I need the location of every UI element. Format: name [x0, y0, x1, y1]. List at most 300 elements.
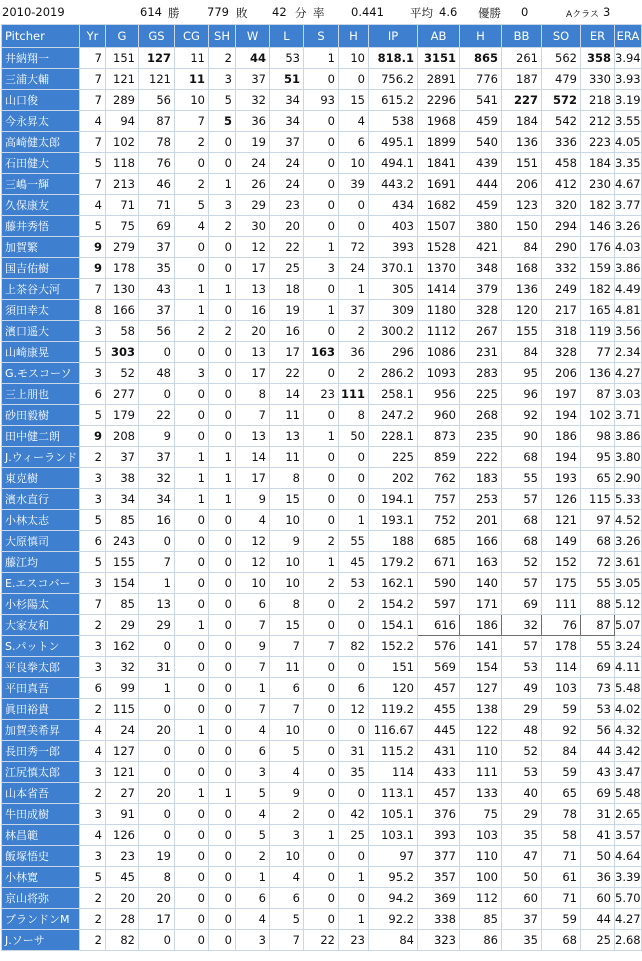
cell-w: 17 [236, 363, 270, 384]
cell-er: 115 [581, 489, 615, 510]
cell-er: 56 [581, 720, 615, 741]
cell-l: 4 [270, 762, 304, 783]
cell-so: 59 [542, 699, 581, 720]
cell-bb: 57 [502, 573, 542, 594]
cell-g: 38 [106, 468, 139, 489]
cell-h: 12 [339, 699, 369, 720]
average-label: 平均 [410, 6, 433, 20]
cell-yr: 8 [80, 300, 106, 321]
cell-pitcher-name: 平田真吾 [2, 678, 80, 699]
cell-g: 155 [106, 552, 139, 573]
cell-pitcher-name: 濱水直行 [2, 489, 80, 510]
table-row [2, 531, 642, 552]
cell-ip: 105.1 [369, 804, 418, 825]
col-header-w[interactable]: W [236, 25, 270, 48]
cell-ab: 569 [418, 657, 460, 678]
cell-g: 121 [106, 762, 139, 783]
cell-hits: 235 [460, 426, 502, 447]
cell-era: 3.86 [615, 426, 642, 447]
cell-pitcher-name: 加賀美希昇 [2, 720, 80, 741]
cell-gs: 9 [139, 426, 175, 447]
cell-yr: 2 [80, 888, 106, 909]
cell-ab: 1841 [418, 153, 460, 174]
cell-so: 194 [542, 405, 581, 426]
cell-yr: 7 [80, 90, 106, 111]
cell-g: 279 [106, 237, 139, 258]
cell-g: 303 [106, 342, 139, 363]
cell-cg: 5 [175, 195, 209, 216]
cell-yr: 2 [80, 930, 106, 951]
cell-h: 25 [339, 825, 369, 846]
cell-ip: 95.2 [369, 867, 418, 888]
cell-s: 0 [304, 783, 339, 804]
wins-value: 614 [140, 5, 162, 19]
cell-l: 53 [270, 48, 304, 69]
cell-l: 10 [270, 720, 304, 741]
cell-bb: 57 [502, 489, 542, 510]
cell-era: 2.34 [615, 342, 642, 363]
cell-ab: 1691 [418, 174, 460, 195]
cell-bb: 57 [502, 636, 542, 657]
cell-ip: 818.1 [369, 48, 418, 69]
cell-hits: 166 [460, 531, 502, 552]
cell-ab: 457 [418, 783, 460, 804]
table-body [2, 48, 642, 951]
cell-era: 4.52 [615, 510, 642, 531]
cell-era: 2.65 [615, 804, 642, 825]
cell-er: 159 [581, 258, 615, 279]
draws-label: 分 [295, 6, 307, 20]
table-row [2, 90, 642, 111]
cell-ab: 873 [418, 426, 460, 447]
a-class-label: Aクラス [566, 10, 599, 20]
cell-h: 0 [339, 489, 369, 510]
cell-era: 3.42 [615, 741, 642, 762]
cell-g: 45 [106, 867, 139, 888]
cell-era: 3.55 [615, 111, 642, 132]
col-header-g[interactable]: G [106, 25, 139, 48]
cell-bb: 151 [502, 153, 542, 174]
cell-g: 178 [106, 258, 139, 279]
cell-l: 34 [270, 111, 304, 132]
cell-gs: 0 [139, 342, 175, 363]
cell-w: 4 [236, 909, 270, 930]
cell-hits: 75 [460, 804, 502, 825]
cell-g: 82 [106, 930, 139, 951]
cell-yr: 2 [80, 615, 106, 636]
cell-era: 3.57 [615, 825, 642, 846]
cell-era: 4.05 [615, 132, 642, 153]
cell-so: 76 [542, 615, 581, 636]
cell-sh: 2 [209, 321, 236, 342]
cell-ip: 305 [369, 279, 418, 300]
col-header-h[interactable]: H [339, 25, 369, 48]
cell-s: 163 [304, 342, 339, 363]
cell-cg: 10 [175, 90, 209, 111]
cell-h: 0 [339, 783, 369, 804]
cell-ab: 377 [418, 846, 460, 867]
cell-h: 111 [339, 384, 369, 405]
cell-w: 7 [236, 699, 270, 720]
col-header-bb[interactable]: BB [502, 25, 542, 48]
table-row [2, 741, 642, 762]
table-row [2, 573, 642, 594]
cell-l: 3 [270, 825, 304, 846]
cell-gs: 69 [139, 216, 175, 237]
cell-er: 55 [581, 573, 615, 594]
cell-ip: 300.2 [369, 321, 418, 342]
table-header-row [2, 25, 642, 48]
cell-w: 37 [236, 69, 270, 90]
cell-hits: 110 [460, 741, 502, 762]
cell-cg: 1 [175, 447, 209, 468]
cell-ip: 154.2 [369, 594, 418, 615]
cell-era: 3.03 [615, 384, 642, 405]
table-row [2, 195, 642, 216]
cell-pitcher-name: 濱口遥大 [2, 321, 80, 342]
cell-ab: 455 [418, 699, 460, 720]
cell-hits: 348 [460, 258, 502, 279]
cell-so: 92 [542, 720, 581, 741]
cell-g: 130 [106, 279, 139, 300]
cell-gs: 22 [139, 405, 175, 426]
table-row [2, 69, 642, 90]
cell-gs: 0 [139, 930, 175, 951]
cell-gs: 34 [139, 489, 175, 510]
cell-w: 6 [236, 594, 270, 615]
cell-so: 178 [542, 636, 581, 657]
cell-s: 1 [304, 825, 339, 846]
cell-cg: 0 [175, 678, 209, 699]
cell-h: 42 [339, 804, 369, 825]
cell-gs: 46 [139, 174, 175, 195]
losses-label: 敗 [236, 6, 248, 20]
cell-so: 78 [542, 804, 581, 825]
cell-sh: 0 [209, 678, 236, 699]
cell-yr: 7 [80, 279, 106, 300]
cell-h: 35 [339, 762, 369, 783]
cell-bb: 29 [502, 804, 542, 825]
cell-gs: 1 [139, 573, 175, 594]
cell-era: 4.27 [615, 909, 642, 930]
cell-s: 0 [304, 657, 339, 678]
col-header-gs[interactable]: GS [139, 25, 175, 48]
cell-cg: 0 [175, 825, 209, 846]
cell-pitcher-name: 久保康友 [2, 195, 80, 216]
cell-pitcher-name: J.ウィーランド [2, 447, 80, 468]
cell-yr: 4 [80, 741, 106, 762]
cell-pitcher-name: 須田幸太 [2, 300, 80, 321]
cell-s: 0 [304, 888, 339, 909]
cell-er: 31 [581, 804, 615, 825]
cell-er: 50 [581, 846, 615, 867]
cell-er: 88 [581, 594, 615, 615]
col-header-sh[interactable]: SH [209, 25, 236, 48]
cell-ip: 296 [369, 342, 418, 363]
cell-ip: 120 [369, 678, 418, 699]
cell-s: 93 [304, 90, 339, 111]
cell-era: 5.07 [615, 615, 642, 636]
cell-era: 3.35 [615, 153, 642, 174]
cell-g: 75 [106, 216, 139, 237]
cell-ip: 495.1 [369, 132, 418, 153]
cell-ab: 2891 [418, 69, 460, 90]
cell-l: 22 [270, 363, 304, 384]
cell-gs: 0 [139, 741, 175, 762]
cell-er: 65 [581, 468, 615, 489]
cell-yr: 6 [80, 531, 106, 552]
cell-hits: 444 [460, 174, 502, 195]
cell-hits: 267 [460, 321, 502, 342]
cell-sh: 0 [209, 405, 236, 426]
cell-er: 223 [581, 132, 615, 153]
cell-l: 7 [270, 636, 304, 657]
cell-w: 5 [236, 783, 270, 804]
cell-sh: 1 [209, 783, 236, 804]
cell-g: 29 [106, 615, 139, 636]
cell-l: 11 [270, 657, 304, 678]
cell-s: 0 [304, 132, 339, 153]
cell-ip: 247.2 [369, 405, 418, 426]
cell-bb: 84 [502, 342, 542, 363]
cell-pitcher-name: 長田秀一郎 [2, 741, 80, 762]
cell-ab: 1112 [418, 321, 460, 342]
cell-gs: 32 [139, 468, 175, 489]
cell-er: 72 [581, 552, 615, 573]
cell-hits: 154 [460, 657, 502, 678]
col-header-so[interactable]: SO [542, 25, 581, 48]
cell-gs: 0 [139, 804, 175, 825]
table-row [2, 111, 642, 132]
cell-so: 249 [542, 279, 581, 300]
cell-sh: 0 [209, 552, 236, 573]
cell-gs: 20 [139, 888, 175, 909]
cell-hits: 86 [460, 930, 502, 951]
cell-h: 45 [339, 552, 369, 573]
cell-l: 34 [270, 90, 304, 111]
cell-s: 0 [304, 195, 339, 216]
cell-ab: 431 [418, 741, 460, 762]
cell-er: 182 [581, 279, 615, 300]
col-header-cg[interactable]: CG [175, 25, 209, 48]
cell-bb: 53 [502, 762, 542, 783]
cell-ab: 752 [418, 510, 460, 531]
cell-hits: 776 [460, 69, 502, 90]
cell-ab: 1899 [418, 132, 460, 153]
cell-h: 31 [339, 741, 369, 762]
cell-ab: 445 [418, 720, 460, 741]
cell-s: 22 [304, 930, 339, 951]
col-header-hits[interactable]: H [460, 25, 502, 48]
cell-h: 0 [339, 195, 369, 216]
cell-bb: 29 [502, 699, 542, 720]
cell-sh: 0 [209, 132, 236, 153]
cell-cg: 0 [175, 867, 209, 888]
cell-ip: 309 [369, 300, 418, 321]
cell-yr: 7 [80, 594, 106, 615]
cell-gs: 35 [139, 258, 175, 279]
cell-bb: 227 [502, 90, 542, 111]
cell-h: 0 [339, 468, 369, 489]
cell-so: 290 [542, 237, 581, 258]
cell-bb: 60 [502, 888, 542, 909]
cell-era: 3.19 [615, 90, 642, 111]
cell-pitcher-name: 小杉陽太 [2, 594, 80, 615]
cell-er: 176 [581, 237, 615, 258]
cell-hits: 140 [460, 573, 502, 594]
cell-bb: 68 [502, 510, 542, 531]
cell-sh: 0 [209, 867, 236, 888]
cell-g: 154 [106, 573, 139, 594]
cell-sh: 2 [209, 48, 236, 69]
cell-sh: 0 [209, 153, 236, 174]
cell-cg: 0 [175, 258, 209, 279]
cell-hits: 183 [460, 468, 502, 489]
cell-pitcher-name: S.パットン [2, 636, 80, 657]
table-row [2, 615, 642, 636]
table-row [2, 321, 642, 342]
cell-er: 119 [581, 321, 615, 342]
cell-h: 55 [339, 531, 369, 552]
cell-g: 34 [106, 489, 139, 510]
cell-g: 208 [106, 426, 139, 447]
cell-bb: 261 [502, 48, 542, 69]
cell-g: 151 [106, 48, 139, 69]
cell-so: 320 [542, 195, 581, 216]
cell-ip: 113.1 [369, 783, 418, 804]
cell-s: 1 [304, 237, 339, 258]
cell-w: 12 [236, 237, 270, 258]
cell-l: 16 [270, 321, 304, 342]
cell-l: 9 [270, 531, 304, 552]
a-class-value: 3 [603, 5, 611, 19]
cell-pitcher-name: 三嶋一輝 [2, 174, 80, 195]
cell-so: 152 [542, 552, 581, 573]
cell-w: 17 [236, 258, 270, 279]
cell-yr: 3 [80, 636, 106, 657]
table-row [2, 678, 642, 699]
cell-yr: 9 [80, 426, 106, 447]
table-row [2, 909, 642, 930]
cell-sh: 0 [209, 363, 236, 384]
table-row [2, 510, 642, 531]
cell-yr: 5 [80, 216, 106, 237]
cell-gs: 76 [139, 153, 175, 174]
cell-pitcher-name: 砂田毅樹 [2, 405, 80, 426]
cell-cg: 1 [175, 489, 209, 510]
cell-hits: 201 [460, 510, 502, 531]
cell-h: 0 [339, 720, 369, 741]
col-header-er[interactable]: ER [581, 25, 615, 48]
cell-sh: 0 [209, 909, 236, 930]
cell-ab: 1507 [418, 216, 460, 237]
col-header-era[interactable]: ERA [615, 25, 642, 48]
cell-yr: 9 [80, 258, 106, 279]
cell-yr: 7 [80, 48, 106, 69]
cell-yr: 2 [80, 699, 106, 720]
col-header-ab[interactable]: AB [418, 25, 460, 48]
cell-sh: 0 [209, 888, 236, 909]
cell-g: 162 [106, 636, 139, 657]
cell-cg: 2 [175, 321, 209, 342]
cell-hits: 540 [460, 132, 502, 153]
cell-s: 0 [304, 111, 339, 132]
cell-era: 4.49 [615, 279, 642, 300]
cell-pitcher-name: 牛田成樹 [2, 804, 80, 825]
cell-g: 289 [106, 90, 139, 111]
cell-g: 94 [106, 111, 139, 132]
col-header-ip[interactable]: IP [369, 25, 418, 48]
cell-so: 318 [542, 321, 581, 342]
cell-gs: 20 [139, 783, 175, 804]
col-header-s[interactable]: S [304, 25, 339, 48]
col-header-l[interactable]: L [270, 25, 304, 48]
cell-ip: 94.2 [369, 888, 418, 909]
cell-hits: 283 [460, 363, 502, 384]
cell-ip: 194.1 [369, 489, 418, 510]
cell-yr: 3 [80, 804, 106, 825]
cell-bb: 37 [502, 909, 542, 930]
cell-s: 1 [304, 48, 339, 69]
cell-ab: 323 [418, 930, 460, 951]
cell-hits: 85 [460, 909, 502, 930]
cell-w: 7 [236, 405, 270, 426]
cell-ab: 956 [418, 384, 460, 405]
cell-ab: 1682 [418, 195, 460, 216]
championships-value: 0 [521, 5, 529, 19]
cell-so: 412 [542, 174, 581, 195]
cell-sh: 0 [209, 237, 236, 258]
cell-h: 0 [339, 447, 369, 468]
cell-era: 3.26 [615, 531, 642, 552]
cell-ip: 756.2 [369, 69, 418, 90]
cell-s: 0 [304, 867, 339, 888]
cell-ip: 188 [369, 531, 418, 552]
cell-h: 1 [339, 510, 369, 531]
cell-ab: 1414 [418, 279, 460, 300]
cell-er: 102 [581, 405, 615, 426]
cell-era: 3.94 [615, 48, 642, 69]
cell-ab: 757 [418, 489, 460, 510]
cell-yr: 2 [80, 909, 106, 930]
cell-cg: 0 [175, 531, 209, 552]
cell-ip: 114 [369, 762, 418, 783]
cell-ab: 685 [418, 531, 460, 552]
cell-gs: 78 [139, 132, 175, 153]
cell-sh: 1 [209, 489, 236, 510]
cell-g: 127 [106, 741, 139, 762]
cell-l: 24 [270, 153, 304, 174]
cell-ip: 119.2 [369, 699, 418, 720]
cell-w: 16 [236, 300, 270, 321]
cell-h: 1 [339, 279, 369, 300]
cell-era: 2.68 [615, 930, 642, 951]
cell-so: 294 [542, 216, 581, 237]
cell-yr: 6 [80, 678, 106, 699]
col-header-pitcher[interactable]: Pitcher [2, 25, 80, 48]
cell-w: 3 [236, 762, 270, 783]
cell-cg: 0 [175, 594, 209, 615]
cell-ip: 225 [369, 447, 418, 468]
table-row [2, 153, 642, 174]
cell-so: 71 [542, 846, 581, 867]
cell-s: 0 [304, 804, 339, 825]
cell-w: 4 [236, 510, 270, 531]
cell-h: 23 [339, 930, 369, 951]
cell-w: 8 [236, 384, 270, 405]
cell-bb: 120 [502, 300, 542, 321]
col-header-yr[interactable]: Yr [80, 25, 106, 48]
